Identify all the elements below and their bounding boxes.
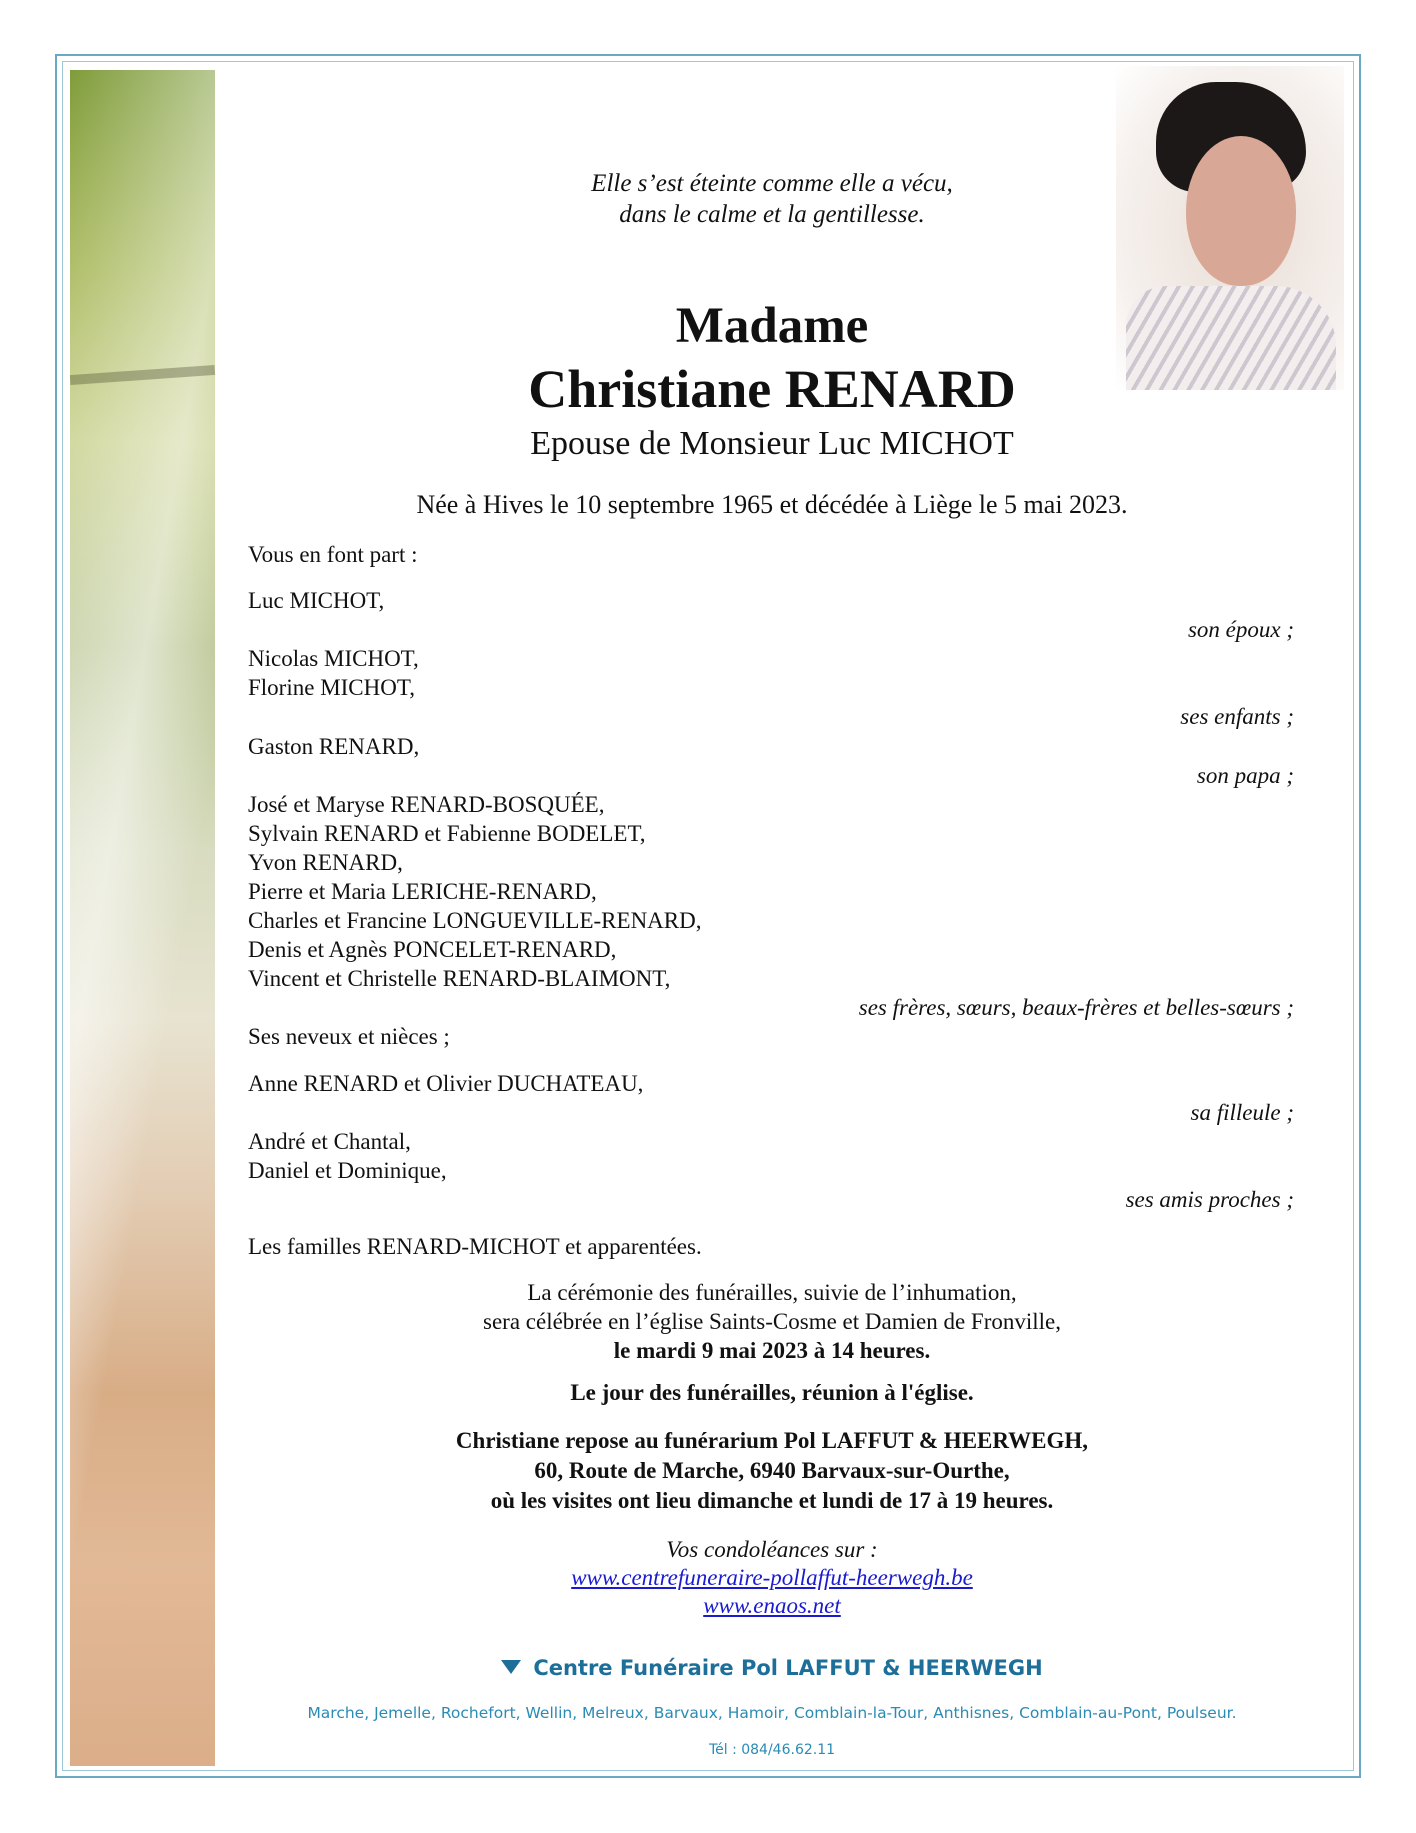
family-name: Anne RENARD et Olivier DUCHATEAU, bbox=[248, 1071, 644, 1096]
epitaph-quote bbox=[230, 168, 1314, 230]
repose-info bbox=[230, 1426, 1314, 1516]
meeting-info: Le jour des funérailles, réunion à l'église. bbox=[570, 1380, 974, 1405]
birth-death-dates: Née à Hives le 10 septembre 1965 et décédée à Liège le 5 mai 2023. bbox=[416, 490, 1128, 519]
family-name: Denis et Agnès PONCELET-RENARD, bbox=[248, 937, 617, 962]
relation-label: ses enfants ; bbox=[1180, 704, 1294, 729]
condolences-block bbox=[230, 1536, 1314, 1620]
footer-towns: Marche, Jemelle, Rochefort, Wellin, Melreux, Barvaux, Hamoir, Comblain-la-Tour, Anthisnes, Comblain-au-Pont, Poulseur. bbox=[307, 1704, 1237, 1722]
family-name: Pierre et Maria LERICHE-RENARD, bbox=[248, 879, 597, 904]
condolences-link-centre[interactable]: www.centrefuneraire-pollaffut-heerwegh.be bbox=[571, 1565, 973, 1590]
relation-label: sa filleule ; bbox=[1190, 1100, 1294, 1125]
family-name: Vincent et Christelle RENARD-BLAIMONT, bbox=[248, 966, 671, 991]
family-name: Gaston RENARD, bbox=[248, 734, 420, 759]
footer-title-text: Centre Funéraire Pol LAFFUT & HEERWEGH bbox=[533, 1656, 1043, 1680]
quote-line-2: dans le calme et la gentillesse. bbox=[619, 201, 925, 228]
footer-brand bbox=[230, 1656, 1314, 1680]
deceased-title: Madame bbox=[675, 298, 869, 354]
family-name: Luc MICHOT, bbox=[248, 588, 385, 613]
relation-label: son papa ; bbox=[1196, 763, 1294, 788]
condolences-link-enaos[interactable]: www.enaos.net bbox=[703, 1593, 841, 1618]
family-name: Sylvain RENARD et Fabienne BODELET, bbox=[248, 821, 646, 846]
ceremony-line-2: sera célébrée en l’église Saints-Cosme et Damien de Fronville, bbox=[483, 1309, 1061, 1334]
repose-line-2: 60, Route de Marche, 6940 Barvaux-sur-Ourthe, bbox=[534, 1458, 1010, 1483]
family-name: Florine MICHOT, bbox=[248, 675, 415, 700]
family-name: Yvon RENARD, bbox=[248, 850, 403, 875]
relation-label: ses amis proches ; bbox=[1125, 1187, 1294, 1212]
ceremony-info bbox=[230, 1278, 1314, 1365]
family-name: José et Maryse RENARD-BOSQUÉE, bbox=[248, 792, 605, 817]
repose-line-3: où les visites ont lieu dimanche et lundi de 17 à 19 heures. bbox=[490, 1488, 1054, 1513]
quote-line-1: Elle s’est éteinte comme elle a vécu, bbox=[591, 170, 953, 197]
forest-path-photo bbox=[70, 70, 215, 1766]
relation-label: son époux ; bbox=[1187, 617, 1294, 642]
family-name: Daniel et Dominique, bbox=[248, 1158, 447, 1183]
ceremony-line-1: La cérémonie des funérailles, suivie de l’inhumation, bbox=[527, 1280, 1017, 1305]
repose-line-1: Christiane repose au funérarium Pol LAFFUT & HEERWEGH, bbox=[455, 1428, 1089, 1453]
family-name: Charles et Francine LONGUEVILLE-RENARD, bbox=[248, 908, 702, 933]
spouse-line: Epouse de Monsieur Luc MICHOT bbox=[530, 425, 1014, 462]
relation-label: ses frères, sœurs, beaux-frères et belles-sœurs ; bbox=[858, 995, 1294, 1020]
triangle-down-icon bbox=[501, 1660, 521, 1674]
family-name: Ses neveux et nièces ; bbox=[248, 1024, 450, 1049]
footer-phone: Tél : 084/46.62.11 bbox=[708, 1742, 836, 1758]
family-name: André et Chantal, bbox=[248, 1129, 411, 1154]
deceased-name: Christiane RENARD bbox=[528, 359, 1016, 419]
family-name: Nicolas MICHOT, bbox=[248, 646, 419, 671]
ceremony-datetime: le mardi 9 mai 2023 à 14 heures. bbox=[613, 1338, 931, 1363]
intro-line: Vous en font part : bbox=[248, 542, 418, 567]
families-line: Les familles RENARD-MICHOT et apparentées. bbox=[248, 1234, 702, 1259]
condolences-label: Vos condoléances sur : bbox=[666, 1537, 878, 1562]
